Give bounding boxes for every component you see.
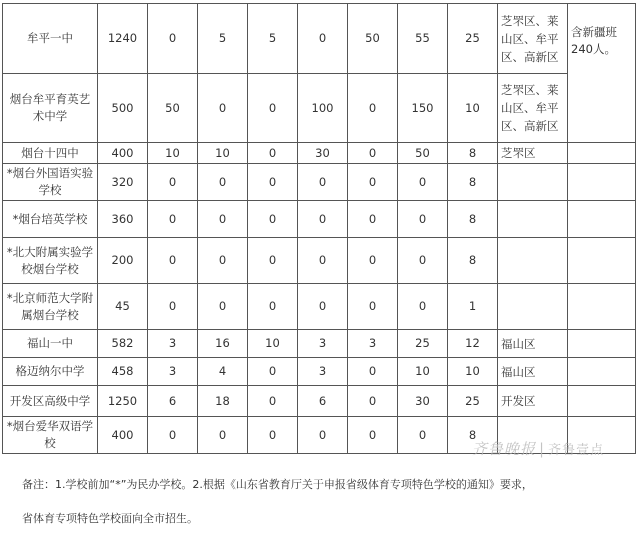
number-cell: 18 bbox=[198, 386, 248, 417]
number-cell: 0 bbox=[348, 201, 398, 238]
number-cell: 0 bbox=[248, 358, 298, 386]
number-cell: 0 bbox=[298, 164, 348, 201]
number-cell: 0 bbox=[148, 284, 198, 330]
region-cell bbox=[498, 284, 568, 330]
school-name-cell: *烟台爱华双语学校 bbox=[3, 417, 98, 454]
school-name-cell: *烟台培英学校 bbox=[3, 201, 98, 238]
number-cell: 0 bbox=[398, 164, 448, 201]
school-name-cell: *北大附属实验学校烟台学校 bbox=[3, 238, 98, 284]
number-cell: 10 bbox=[248, 330, 298, 358]
number-cell: 0 bbox=[248, 238, 298, 284]
number-cell: 3 bbox=[148, 330, 198, 358]
number-cell: 3 bbox=[348, 330, 398, 358]
table-row bbox=[3, 201, 636, 238]
number-cell: 0 bbox=[198, 417, 248, 454]
enrollment-table bbox=[2, 3, 636, 454]
number-cell: 50 bbox=[348, 4, 398, 74]
number-cell: 0 bbox=[348, 74, 398, 143]
region-cell: 芝罘区、莱山区、牟平区、高新区 bbox=[498, 4, 568, 74]
school-name-cell: 格迈纳尔中学 bbox=[3, 358, 98, 386]
region-cell bbox=[498, 164, 568, 201]
number-cell: 500 bbox=[98, 74, 148, 143]
number-cell: 0 bbox=[348, 386, 398, 417]
number-cell: 10 bbox=[148, 143, 198, 164]
table-row bbox=[3, 238, 636, 284]
number-cell: 55 bbox=[398, 4, 448, 74]
school-name-cell: *烟台外国语实验学校 bbox=[3, 164, 98, 201]
number-cell: 400 bbox=[98, 417, 148, 454]
note-cell bbox=[568, 238, 636, 284]
note-cell bbox=[568, 164, 636, 201]
number-cell: 0 bbox=[348, 238, 398, 284]
number-cell: 30 bbox=[398, 386, 448, 417]
number-cell: 0 bbox=[248, 164, 298, 201]
number-cell: 16 bbox=[198, 330, 248, 358]
number-cell: 0 bbox=[148, 417, 198, 454]
school-name-cell: 开发区高级中学 bbox=[3, 386, 98, 417]
number-cell: 6 bbox=[148, 386, 198, 417]
number-cell: 0 bbox=[248, 143, 298, 164]
number-cell: 0 bbox=[298, 284, 348, 330]
number-cell: 0 bbox=[298, 417, 348, 454]
number-cell: 8 bbox=[448, 164, 498, 201]
note-cell: 含新疆班240人。 bbox=[568, 4, 636, 143]
number-cell: 12 bbox=[448, 330, 498, 358]
number-cell: 3 bbox=[298, 358, 348, 386]
number-cell: 25 bbox=[448, 4, 498, 74]
region-cell: 芝罘区、莱山区、牟平区、高新区 bbox=[498, 74, 568, 143]
footnote-line-1: 备注：1.学校前加“*”为民办学校。2.根据《山东省教育厅关于申报省级体育专项特色学校的通知》要求， bbox=[22, 478, 533, 491]
number-cell: 8 bbox=[448, 143, 498, 164]
region-cell bbox=[498, 238, 568, 284]
number-cell: 0 bbox=[398, 238, 448, 284]
table-row bbox=[3, 284, 636, 330]
table-row bbox=[3, 358, 636, 386]
table-row bbox=[3, 386, 636, 417]
number-cell: 6 bbox=[298, 386, 348, 417]
table-row bbox=[3, 74, 636, 143]
region-cell: 福山区 bbox=[498, 330, 568, 358]
number-cell: 30 bbox=[298, 143, 348, 164]
region-cell: 开发区 bbox=[498, 386, 568, 417]
number-cell: 8 bbox=[448, 201, 498, 238]
number-cell: 8 bbox=[448, 417, 498, 454]
number-cell: 0 bbox=[198, 284, 248, 330]
school-name-cell: *北京师范大学附属烟台学校 bbox=[3, 284, 98, 330]
number-cell: 0 bbox=[398, 417, 448, 454]
number-cell: 582 bbox=[98, 330, 148, 358]
number-cell: 200 bbox=[98, 238, 148, 284]
number-cell: 0 bbox=[348, 164, 398, 201]
number-cell: 3 bbox=[298, 330, 348, 358]
number-cell: 1 bbox=[448, 284, 498, 330]
number-cell: 5 bbox=[248, 4, 298, 74]
number-cell: 0 bbox=[248, 74, 298, 143]
number-cell: 0 bbox=[348, 143, 398, 164]
number-cell: 0 bbox=[148, 164, 198, 201]
number-cell: 0 bbox=[198, 238, 248, 284]
number-cell: 10 bbox=[448, 74, 498, 143]
number-cell: 0 bbox=[148, 201, 198, 238]
school-name-cell: 烟台牟平育英艺术中学 bbox=[3, 74, 98, 143]
number-cell: 0 bbox=[298, 201, 348, 238]
number-cell: 0 bbox=[148, 238, 198, 284]
number-cell: 4 bbox=[198, 358, 248, 386]
number-cell: 25 bbox=[398, 330, 448, 358]
number-cell: 0 bbox=[148, 4, 198, 74]
region-cell: 福山区 bbox=[498, 358, 568, 386]
number-cell: 0 bbox=[298, 4, 348, 74]
number-cell: 3 bbox=[148, 358, 198, 386]
number-cell: 0 bbox=[248, 201, 298, 238]
watermark: 齐鲁晚报 | 齐鲁壹点 bbox=[472, 440, 605, 458]
number-cell: 0 bbox=[198, 164, 248, 201]
number-cell: 0 bbox=[348, 417, 398, 454]
number-cell: 10 bbox=[398, 358, 448, 386]
region-cell bbox=[498, 201, 568, 238]
number-cell: 360 bbox=[98, 201, 148, 238]
school-name-cell: 牟平一中 bbox=[3, 4, 98, 74]
watermark-left: 齐鲁晚报 bbox=[472, 440, 537, 458]
number-cell: 25 bbox=[448, 386, 498, 417]
number-cell: 0 bbox=[398, 284, 448, 330]
number-cell: 0 bbox=[248, 386, 298, 417]
number-cell: 0 bbox=[398, 201, 448, 238]
table-row bbox=[3, 4, 636, 74]
number-cell: 50 bbox=[398, 143, 448, 164]
table-row bbox=[3, 330, 636, 358]
number-cell: 320 bbox=[98, 164, 148, 201]
number-cell: 0 bbox=[198, 201, 248, 238]
number-cell: 400 bbox=[98, 143, 148, 164]
note-cell bbox=[568, 386, 636, 417]
footnote-line-2: 省体育专项特色学校面向全市招生。 bbox=[22, 512, 198, 525]
number-cell: 0 bbox=[248, 417, 298, 454]
school-name-cell: 福山一中 bbox=[3, 330, 98, 358]
number-cell: 0 bbox=[198, 74, 248, 143]
number-cell: 0 bbox=[248, 284, 298, 330]
number-cell: 10 bbox=[448, 358, 498, 386]
note-cell bbox=[568, 330, 636, 358]
number-cell: 458 bbox=[98, 358, 148, 386]
number-cell: 50 bbox=[148, 74, 198, 143]
note-cell bbox=[568, 358, 636, 386]
number-cell: 0 bbox=[348, 358, 398, 386]
number-cell: 10 bbox=[198, 143, 248, 164]
number-cell: 8 bbox=[448, 238, 498, 284]
number-cell: 100 bbox=[298, 74, 348, 143]
number-cell: 1250 bbox=[98, 386, 148, 417]
region-cell: 芝罘区 bbox=[498, 143, 568, 164]
number-cell: 5 bbox=[198, 4, 248, 74]
number-cell: 0 bbox=[348, 284, 398, 330]
watermark-right: 齐鲁壹点 bbox=[548, 443, 605, 458]
number-cell: 45 bbox=[98, 284, 148, 330]
note-cell bbox=[568, 284, 636, 330]
note-cell bbox=[568, 143, 636, 164]
number-cell: 150 bbox=[398, 74, 448, 143]
table-row bbox=[3, 164, 636, 201]
note-cell bbox=[568, 201, 636, 238]
table-row bbox=[3, 143, 636, 164]
school-name-cell: 烟台十四中 bbox=[3, 143, 98, 164]
number-cell: 1240 bbox=[98, 4, 148, 74]
number-cell: 0 bbox=[298, 238, 348, 284]
